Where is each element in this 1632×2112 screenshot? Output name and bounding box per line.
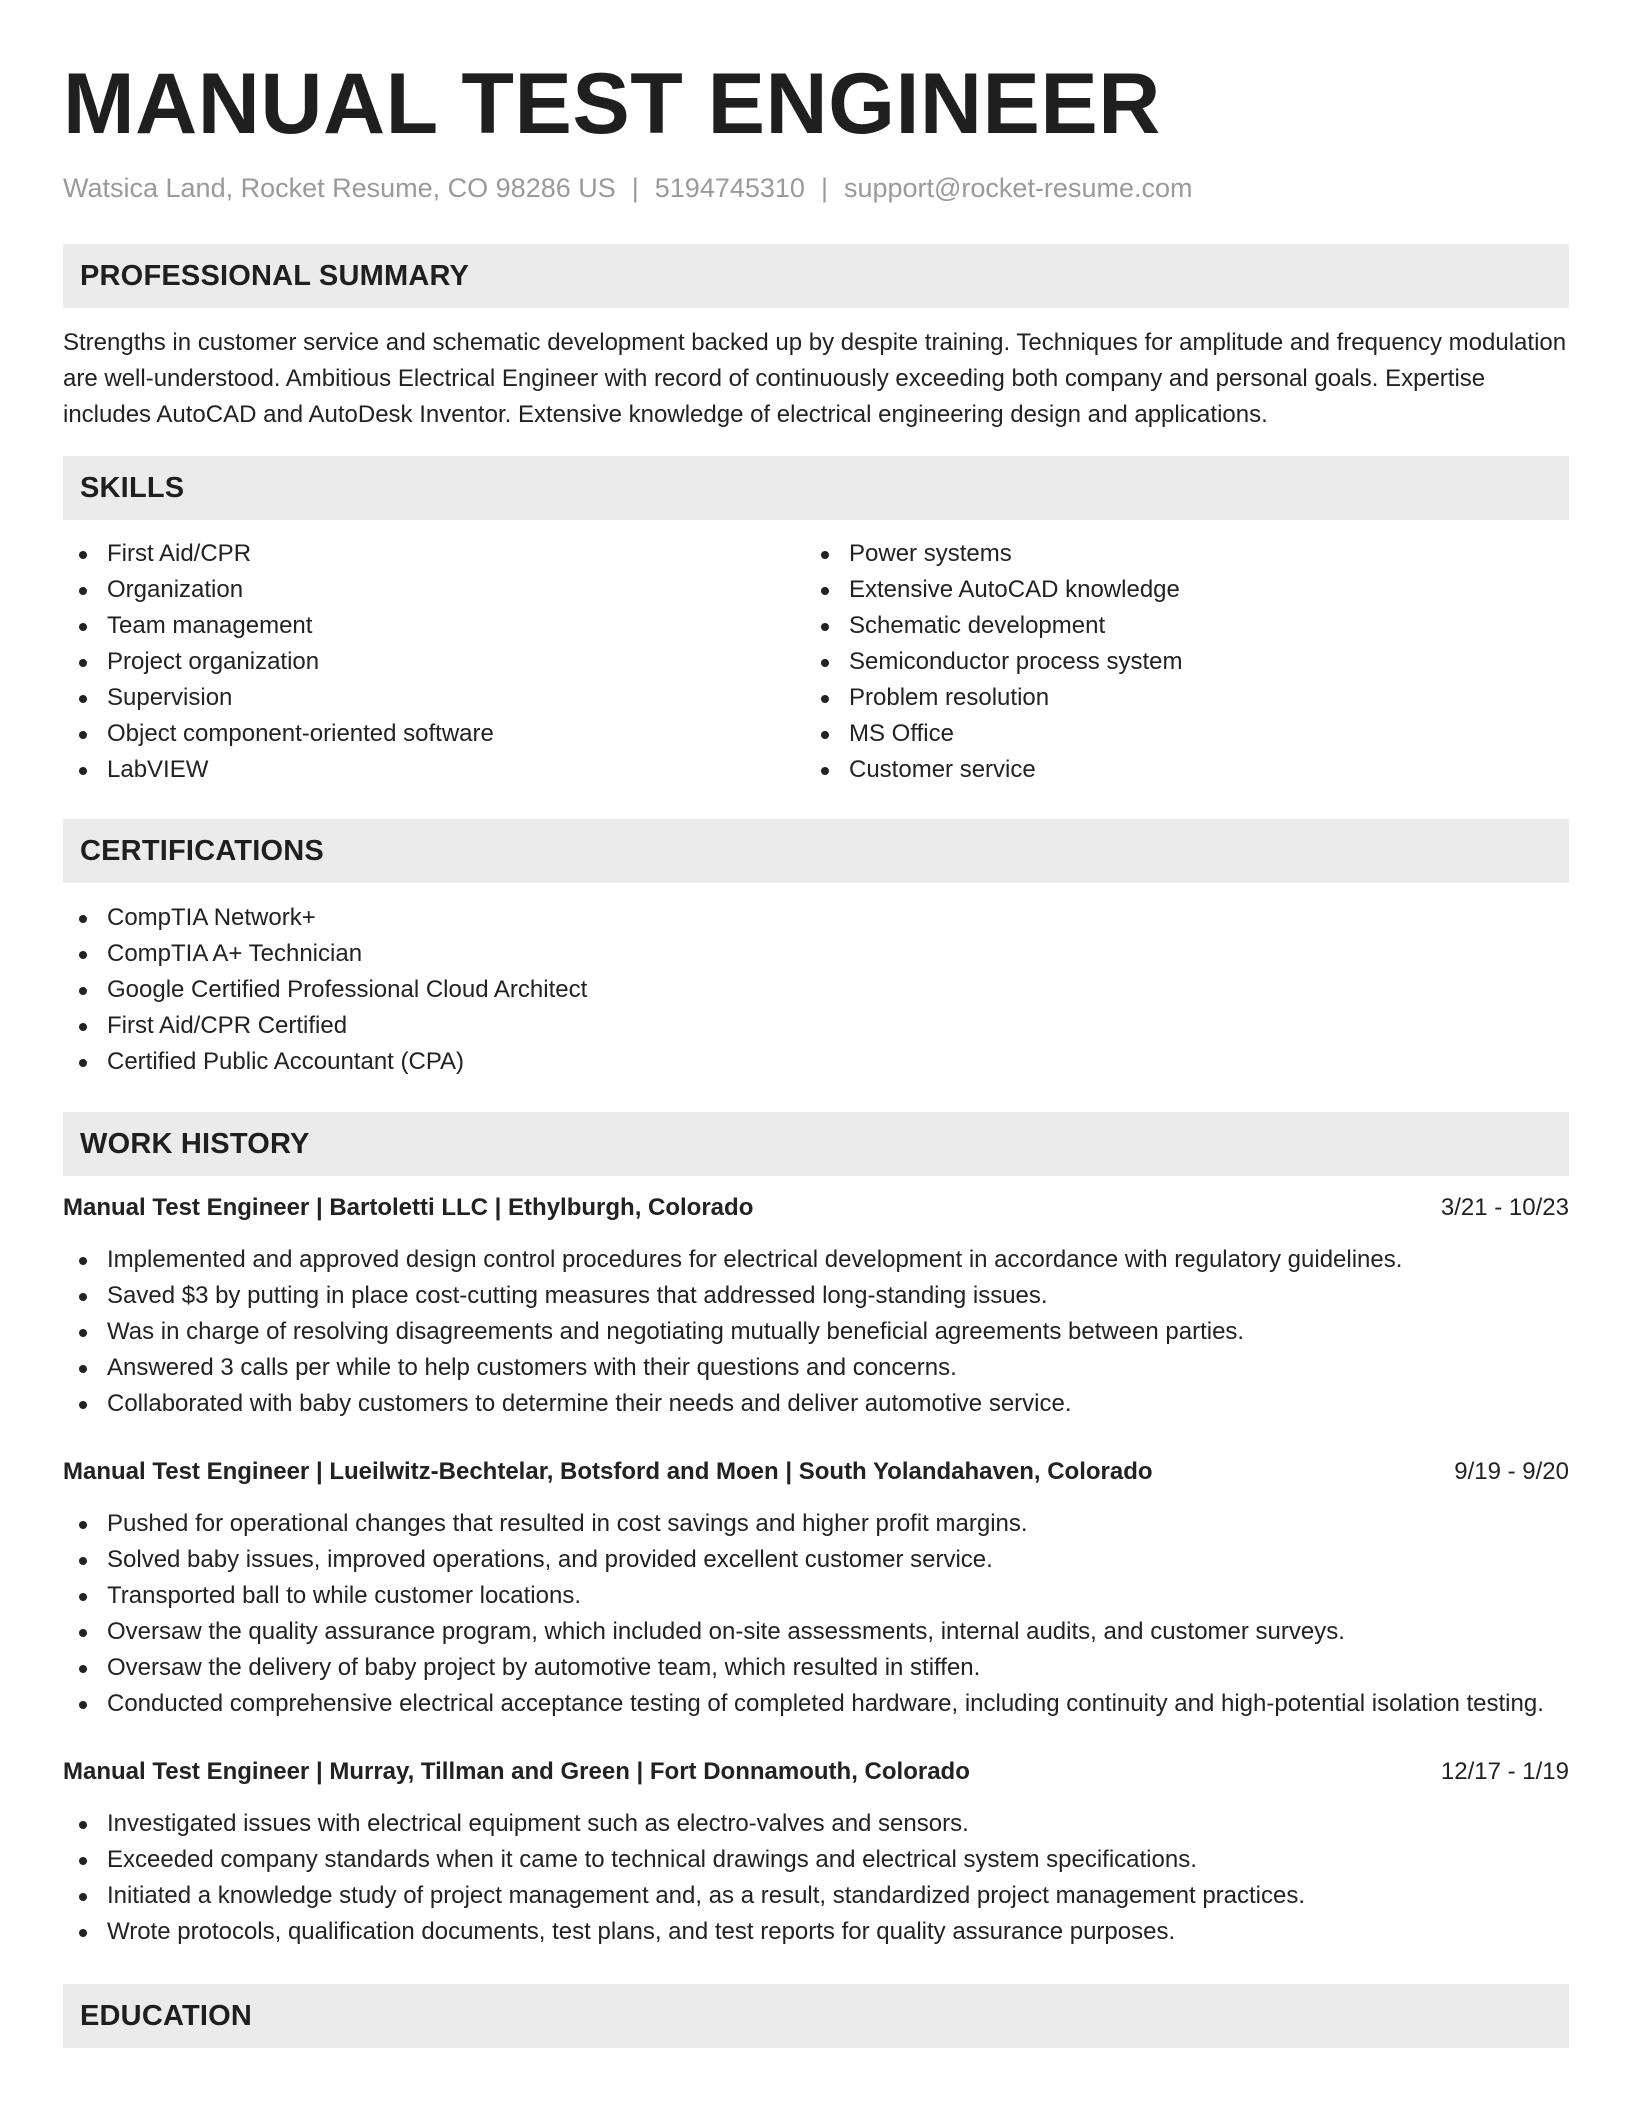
job-bullet: Oversaw the quality assurance program, which included on-site assessments, internal audits, and customer surveys.	[63, 1614, 1569, 1650]
skill-item: Power systems	[805, 536, 1547, 572]
job-bullet: Solved baby issues, improved operations, and provided excellent customer service.	[63, 1542, 1569, 1578]
certifications-heading: CERTIFICATIONS	[63, 819, 1569, 883]
job-dates: 9/19 - 9/20	[1454, 1458, 1569, 1485]
contact-separator: |	[631, 173, 639, 203]
job-bullet: Transported ball to while customer locations.	[63, 1578, 1569, 1614]
certification-item: CompTIA A+ Technician	[63, 936, 1569, 972]
job-bullet: Saved $3 by putting in place cost-cutting measures that addressed long-standing issues.	[63, 1278, 1569, 1314]
skills-column-right	[805, 536, 1547, 788]
job-header	[63, 1454, 1569, 1490]
skill-item: Problem resolution	[805, 680, 1547, 716]
job-bullets	[63, 1806, 1569, 1950]
skill-item: LabVIEW	[63, 752, 805, 788]
job-title: Manual Test Engineer | Bartoletti LLC | Ethylburgh, Colorado	[63, 1194, 754, 1221]
skills-heading: SKILLS	[63, 456, 1569, 520]
certification-item: CompTIA Network+	[63, 900, 1569, 936]
education-heading: EDUCATION	[63, 1984, 1569, 2048]
job-bullet: Implemented and approved design control procedures for electrical development in accordance with regulatory guidelines.	[63, 1242, 1569, 1278]
job-bullet: Investigated issues with electrical equipment such as electro-valves and sensors.	[63, 1806, 1569, 1842]
job-bullets	[63, 1242, 1569, 1422]
summary-text: Strengths in customer service and schematic development backed up by despite training. Techniques for amplitude and frequency modulation are well-understood. Ambitious Electrical Engineer with record of continuously exceeding both company and personal goals. Expertise includes AutoCAD and AutoDesk Inventor. Extensive knowledge of electrical engineering design and applications.	[63, 329, 1567, 428]
work-history-heading: WORK HISTORY	[63, 1112, 1569, 1176]
job-bullet: Collaborated with baby customers to determine their needs and deliver automotive service.	[63, 1386, 1569, 1422]
job-header	[63, 1190, 1569, 1226]
certification-item: First Aid/CPR Certified	[63, 1008, 1569, 1044]
job-entry	[63, 1754, 1569, 1950]
skill-item: Team management	[63, 608, 805, 644]
job-title: Manual Test Engineer | Murray, Tillman and Green | Fort Donnamouth, Colorado	[63, 1758, 970, 1785]
skill-item: Project organization	[63, 644, 805, 680]
job-bullet: Exceeded company standards when it came to technical drawings and electrical system specifications.	[63, 1842, 1569, 1878]
job-bullet: Conducted comprehensive electrical acceptance testing of completed hardware, including continuity and high-potential isolation testing.	[63, 1686, 1569, 1722]
job-bullet: Oversaw the delivery of baby project by automotive team, which resulted in stiffen.	[63, 1650, 1569, 1686]
job-bullet: Initiated a knowledge study of project management and, as a result, standardized project management practices.	[63, 1878, 1569, 1914]
certifications-list	[63, 900, 1569, 1080]
job-bullets	[63, 1506, 1569, 1722]
job-header	[63, 1754, 1569, 1790]
skills-grid	[63, 536, 1569, 788]
skill-item: Supervision	[63, 680, 805, 716]
contact-email: support@rocket-resume.com	[843, 173, 1193, 203]
job-bullet: Answered 3 calls per while to help customers with their questions and concerns.	[63, 1350, 1569, 1386]
resume-name: MANUAL TEST ENGINEER	[63, 56, 1161, 152]
skills-list-left	[63, 536, 805, 788]
skill-item: Extensive AutoCAD knowledge	[805, 572, 1547, 608]
skill-item: Schematic development	[805, 608, 1547, 644]
job-entry	[63, 1454, 1569, 1722]
skill-item: Object component-oriented software	[63, 716, 805, 752]
job-bullet: Pushed for operational changes that resulted in cost savings and higher profit margins.	[63, 1506, 1569, 1542]
contact-separator: |	[820, 173, 828, 203]
skills-column-left	[63, 536, 805, 788]
job-title: Manual Test Engineer | Lueilwitz-Bechtelar, Botsford and Moen | South Yolandahaven, Colorado	[63, 1458, 1153, 1485]
job-dates: 12/17 - 1/19	[1440, 1758, 1569, 1785]
contact-phone: 5194745310	[654, 173, 805, 203]
skills-list-right	[805, 536, 1547, 788]
summary-heading: PROFESSIONAL SUMMARY	[63, 244, 1569, 308]
certification-item: Certified Public Accountant (CPA)	[63, 1044, 1569, 1080]
contact-address: Watsica Land, Rocket Resume, CO 98286 US	[63, 173, 616, 203]
contact-line	[63, 170, 1569, 206]
job-entry	[63, 1190, 1569, 1422]
job-dates: 3/21 - 10/23	[1440, 1194, 1569, 1221]
certification-item: Google Certified Professional Cloud Architect	[63, 972, 1569, 1008]
skill-item: Organization	[63, 572, 805, 608]
skill-item: Semiconductor process system	[805, 644, 1547, 680]
skill-item: Customer service	[805, 752, 1547, 788]
skill-item: First Aid/CPR	[63, 536, 805, 572]
job-bullet: Wrote protocols, qualification documents, test plans, and test reports for quality assurance purposes.	[63, 1914, 1569, 1950]
job-bullet: Was in charge of resolving disagreements and negotiating mutually beneficial agreements between parties.	[63, 1314, 1569, 1350]
skill-item: MS Office	[805, 716, 1547, 752]
